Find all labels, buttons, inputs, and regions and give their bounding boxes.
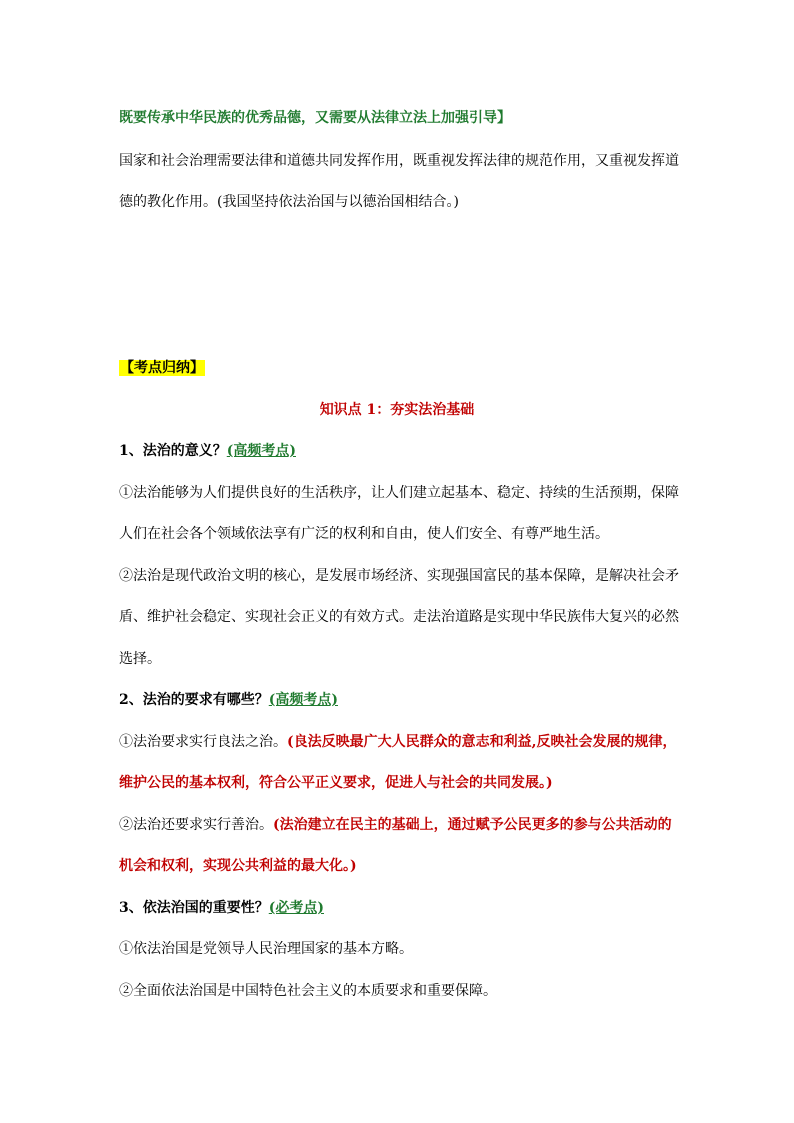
q2-point2-text: ②法治还要求实行善治。 — [119, 817, 273, 833]
question-3-tag: (必考点) — [268, 900, 324, 916]
q1-point2-line1: ②法治是现代政治文明的核心，是发展市场经济、实现强国富民的基本保障，是解决社会矛 — [119, 568, 679, 584]
question-2-heading — [119, 690, 338, 710]
q2-point2-note: (法治建立在民主的基础上，通过赋予公民更多的参与公共活动的 — [273, 817, 672, 833]
question-3-title: 3、依法治国的重要性？ — [119, 900, 269, 916]
question-3-heading — [119, 898, 324, 918]
question-1-heading — [119, 441, 296, 461]
q1-point2-line2: 盾、维护社会稳定、实现社会正义的有效方式。走法治道路是实现中华民族伟大复兴的必然 — [119, 609, 679, 625]
q1-point1-line1: ①法治能够为人们提供良好的生活秩序，让人们建立起基本、稳定、持续的生活预期，保障 — [119, 485, 679, 501]
knowledge-point-title: 知识点 1：夯实法治基础 — [319, 402, 475, 418]
q3-point2: ②全面依法治国是中国特色社会主义的本质要求和重要保障。 — [119, 983, 497, 999]
q2-point1-line2: 维护公民的基本权利，符合公平正义要求，促进人与社会的共同发展。) — [119, 775, 553, 791]
intro-paragraph-line1: 国家和社会治理需要法律和道德共同发挥作用，既重视发挥法律的规范作用，又重视发挥道 — [119, 153, 679, 169]
q1-point2-line3: 选择。 — [119, 651, 161, 667]
question-1-tag: (高频考点) — [226, 443, 296, 459]
q3-point1: ①依法治国是党领导人民治理国家的基本方略。 — [119, 941, 413, 957]
question-2-tag: (高频考点) — [268, 692, 338, 708]
summary-tag-highlight: 【考点归纳】 — [120, 360, 204, 376]
q2-point1-text: ①法治要求实行良法之治。 — [119, 734, 287, 750]
q2-point2-line2: 机会和权利，实现公共利益的最大化。) — [119, 858, 357, 874]
summary-tag — [119, 358, 205, 378]
q2-point1-note: (良法反映最广大人民群众的意志和利益,反映社会发展的规律， — [287, 734, 677, 750]
q2-point1-line1 — [119, 732, 677, 752]
question-1-title: 1、法治的意义？ — [119, 443, 227, 459]
q1-point1-line2: 人们在社会各个领域依法享有广泛的权利和自由，使人们安全、有尊严地生活。 — [119, 526, 609, 542]
intro-paragraph-line2: 德的教化作用。(我国坚持依法治国与以德治国相结合。) — [119, 194, 459, 210]
intro-heading: 既要传承中华民族的优秀品德，又需要从法律立法上加强引导】 — [119, 110, 511, 126]
question-2-title: 2、法治的要求有哪些？ — [119, 692, 269, 708]
q2-point2-line1 — [119, 815, 672, 835]
